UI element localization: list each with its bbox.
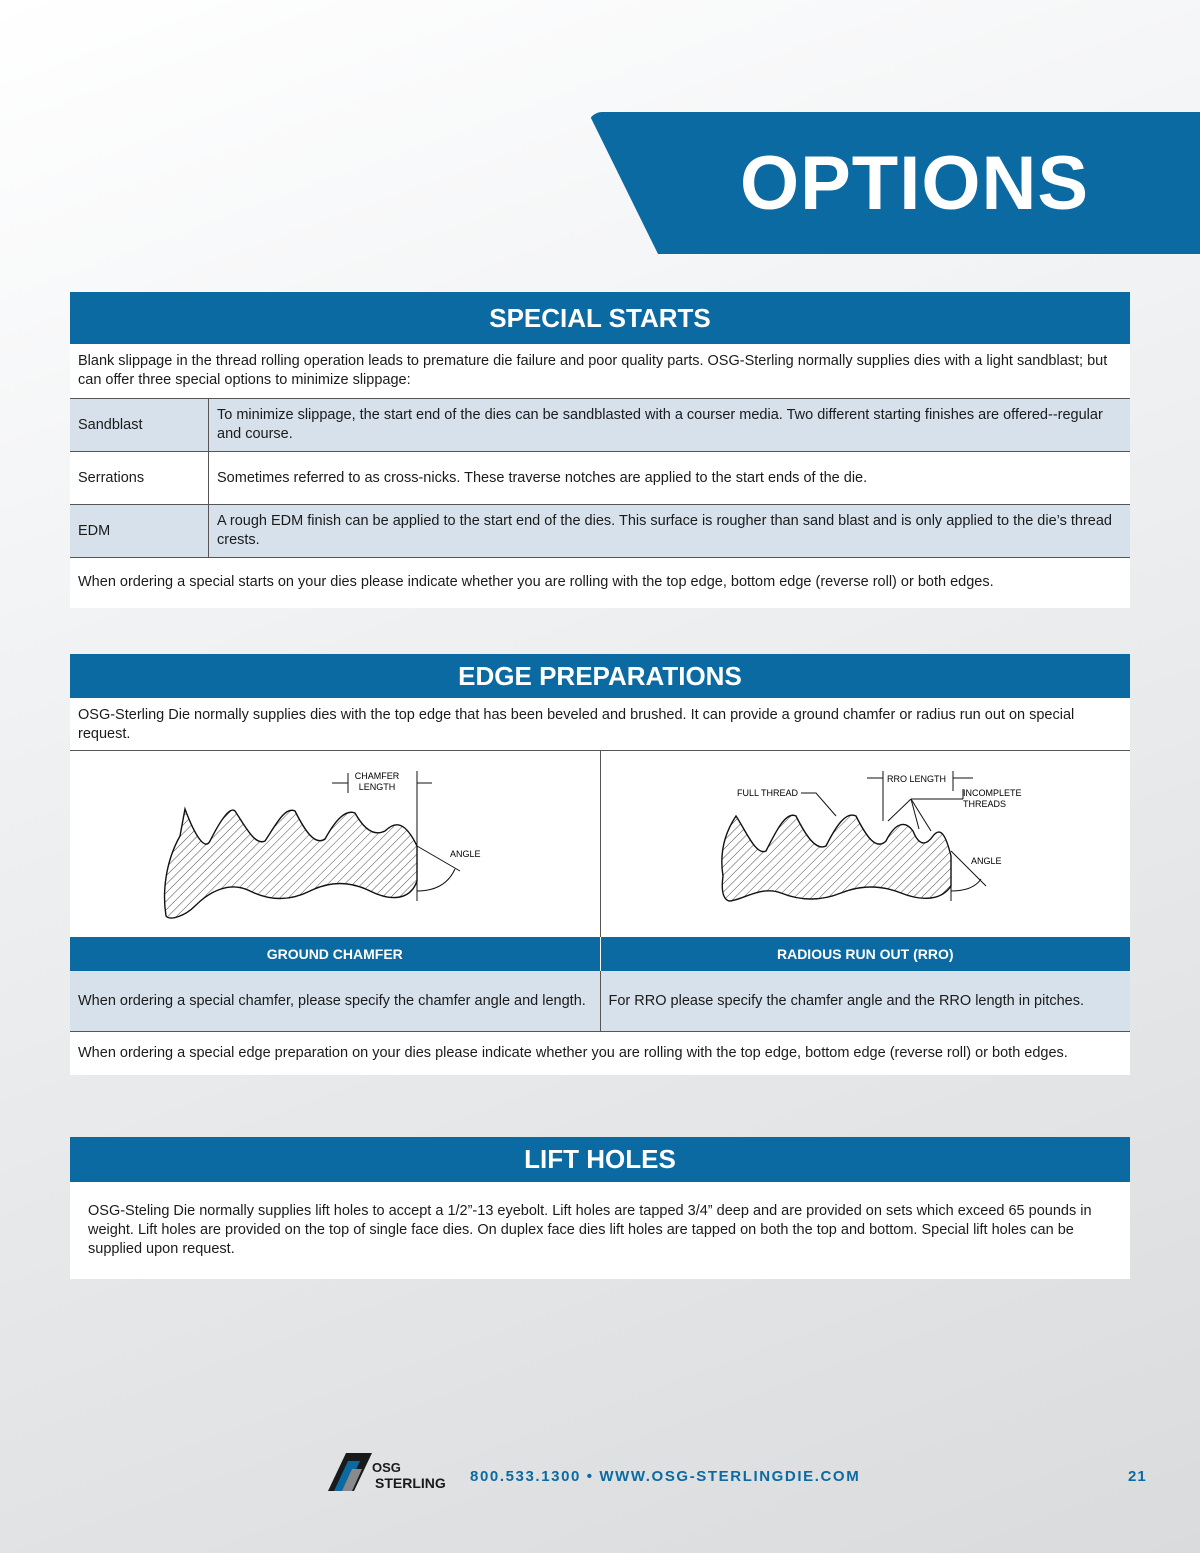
thread-profile <box>165 809 417 918</box>
page-number: 21 <box>1128 1468 1147 1485</box>
incomplete-label: INCOMPLETE <box>962 788 1022 798</box>
footer-contact: 800.533.1300 • WWW.OSG-STERLINGDIE.COM <box>470 1468 861 1485</box>
option-desc: A rough EDM finish can be applied to the start end of the dies. This surface is rougher than sand blast and is only applied to the die’s thread crests. <box>209 505 1131 558</box>
edge-preparations-table <box>70 750 1130 1075</box>
edge-preparations-section <box>70 654 1130 1075</box>
chamfer-label: CHAMFER <box>354 771 400 781</box>
ground-chamfer-heading: GROUND CHAMFER <box>70 937 600 971</box>
full-thread-label: FULL THREAD <box>736 788 798 798</box>
angle-label: ANGLE <box>970 856 1002 866</box>
logo-osg-text: OSG <box>372 1460 401 1475</box>
option-desc: Sometimes referred to as cross-nicks. These traverse notches are applied to the start ends of the die. <box>209 452 1131 505</box>
diagram-row <box>70 751 1130 938</box>
special-starts-intro: Blank slippage in the thread rolling operation leads to premature die failure and poor quality parts. OSG-Sterling normally supplies dies with a light sandblast; but can offer three special options to minimize slippage: <box>78 353 1108 388</box>
section-heading: SPECIAL STARTS <box>70 292 1130 344</box>
option-name: EDM <box>70 505 209 558</box>
subheading-row <box>70 937 1130 971</box>
page-title: OPTIONS <box>740 141 1090 226</box>
ground-chamfer-diagram <box>70 751 600 938</box>
edge-preparations-intro: OSG-Sterling Die normally supplies dies with the top edge that has been beveled and brushed. It can provide a ground chamfer or radius run out on special request. <box>78 707 1075 742</box>
edge-preparations-note: When ordering a special edge preparation on your dies please indicate whether you are rolling with the top edge, bottom edge (reverse roll) or both edges. <box>70 1032 1130 1076</box>
thread-profile <box>721 815 950 901</box>
table-row <box>70 558 1130 609</box>
rro-diagram-svg <box>601 751 1130 931</box>
logo-sterling-text: STERLING <box>375 1475 446 1491</box>
special-starts-section <box>70 292 1130 608</box>
rro-length-label: RRO LENGTH <box>886 774 946 784</box>
table-row <box>70 971 1130 1032</box>
threads-label: THREADS <box>962 799 1006 809</box>
ground-chamfer-text: When ordering a special chamfer, please specify the chamfer angle and length. <box>70 971 600 1032</box>
section-heading: EDGE PREPARATIONS <box>70 654 1130 698</box>
option-name: Sandblast <box>70 399 209 452</box>
table-row <box>70 452 1130 505</box>
table-row <box>70 1032 1130 1076</box>
chamfer-diagram-svg <box>70 751 599 931</box>
length-label: LENGTH <box>358 782 396 792</box>
osg-logo-icon <box>328 1453 373 1493</box>
rro-diagram <box>600 751 1130 938</box>
angle-label: ANGLE <box>450 849 481 859</box>
special-starts-table <box>70 398 1130 608</box>
rro-heading: RADIOUS RUN OUT (RRO) <box>600 937 1130 971</box>
option-name: Serrations <box>70 452 209 505</box>
option-desc: To minimize slippage, the start end of the dies can be sandblasted with a courser media. Two different starting finishes are offered--regular and course. <box>209 399 1131 452</box>
section-heading: LIFT HOLES <box>70 1137 1130 1182</box>
lift-holes-section <box>70 1137 1130 1279</box>
special-starts-note: When ordering a special starts on your dies please indicate whether you are rolling with the top edge, bottom edge (reverse roll) or both edges. <box>70 558 1130 609</box>
rro-text: For RRO please specify the chamfer angle and the RRO length in pitches. <box>600 971 1130 1032</box>
table-row <box>70 399 1130 452</box>
table-row <box>70 505 1130 558</box>
lift-holes-text: OSG-Steling Die normally supplies lift holes to accept a 1/2”-13 eyebolt. Lift holes are tapped 3/4” deep and are provided on sets which exceed 65 pounds in weight. Lift holes are provided on the top of single face dies. On duplex face dies lift holes are tapped on both the top and bottom. Special lift holes can be supplied upon request. <box>88 1203 1092 1257</box>
